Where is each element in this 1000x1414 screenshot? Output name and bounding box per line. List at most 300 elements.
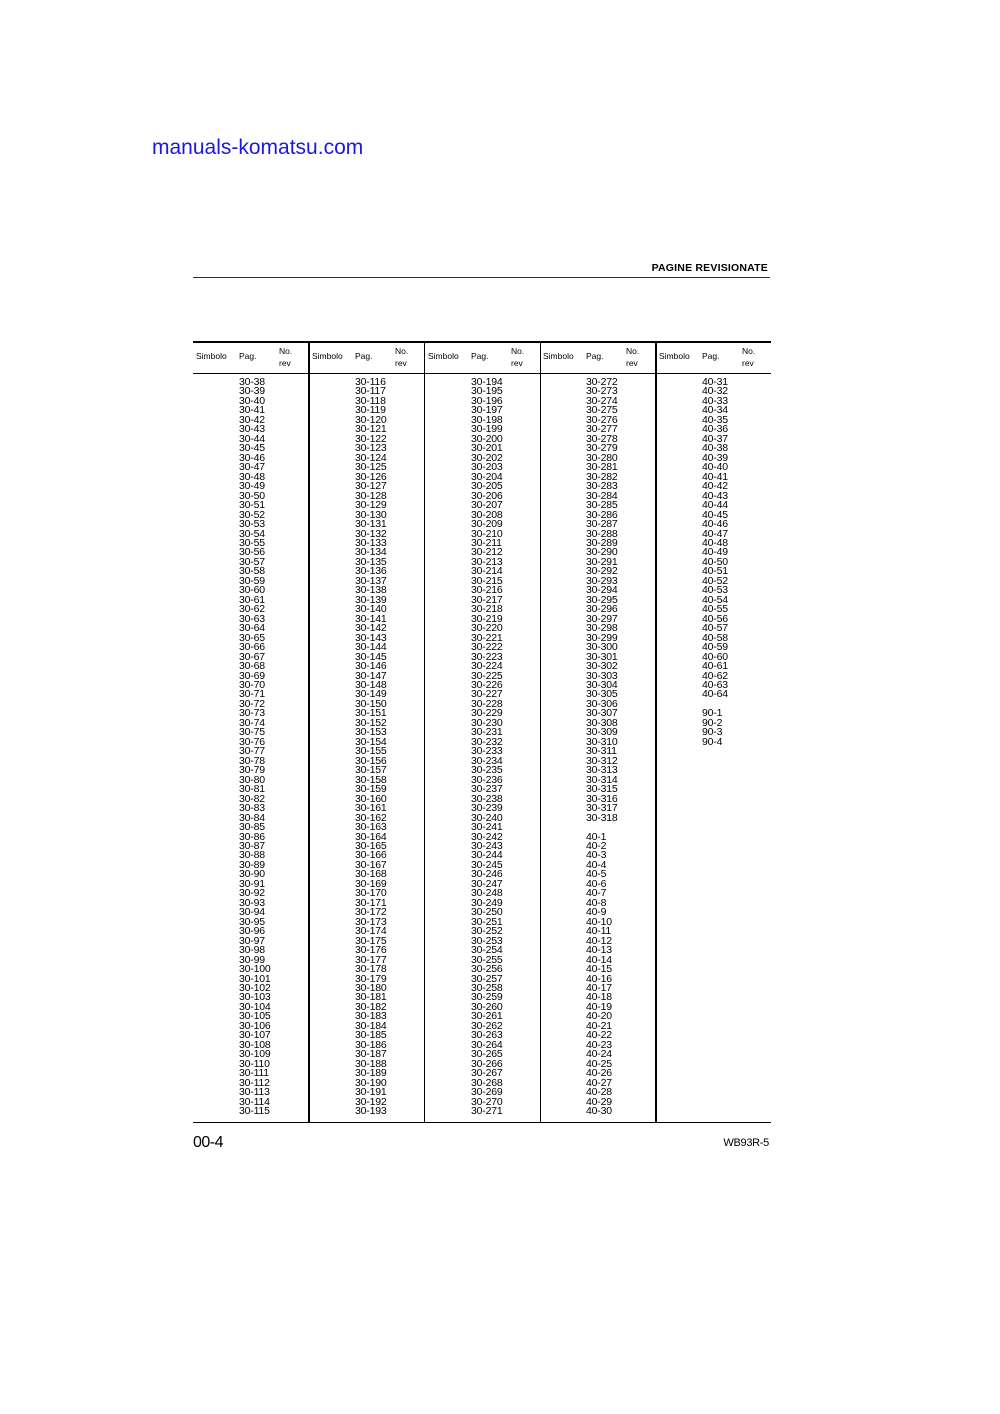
table-row: 40-24 [586, 1048, 612, 1061]
table-row: 30-232 [471, 736, 503, 748]
table-row: 30-118 [355, 395, 386, 407]
table-row: 30-237 [471, 783, 503, 795]
table-row: 40-50 [702, 556, 728, 568]
table-row: 30-59 [239, 575, 265, 587]
table-row: 30-136 [355, 565, 387, 578]
table-column-group [309, 341, 424, 1123]
table-row: 30-283 [586, 480, 618, 492]
table-row: 30-314 [586, 774, 618, 786]
table-row: 40-36 [702, 423, 728, 436]
table-row: 30-281 [586, 461, 618, 473]
table-row: 30-143 [355, 631, 387, 644]
table-row: 30-167 [355, 859, 387, 871]
table-row: 30-196 [471, 395, 503, 407]
header-pag: Pag. [702, 351, 720, 361]
table-row: 40-28 [586, 1086, 612, 1098]
table-row: 40-54 [702, 594, 728, 606]
table-row: 30-187 [355, 1048, 387, 1061]
table-row: 30-173 [355, 916, 387, 928]
table-row: 30-246 [471, 868, 503, 881]
table-row: 30-48 [239, 471, 265, 483]
table-row: 30-263 [471, 1029, 503, 1042]
table-row: 40-33 [702, 395, 728, 407]
table-row: 30-91 [239, 878, 265, 890]
table-row: 30-94 [239, 906, 265, 918]
table-row: 40-35 [702, 414, 728, 426]
table-row: 30-290 [586, 546, 618, 559]
table-row: 30-231 [471, 726, 503, 739]
table-row: 30-222 [471, 641, 503, 653]
table-row: 30-163 [355, 821, 387, 833]
header-no-rev: No. rev [742, 346, 756, 368]
table-row: 30-149 [355, 688, 387, 701]
table-row: 40-38 [702, 442, 728, 455]
table-row: 30-99 [239, 953, 265, 966]
table-row: 30-93 [239, 897, 265, 909]
table-row: 30-278 [586, 433, 618, 445]
table-row: 40-43 [702, 489, 728, 502]
table-row: 40-39 [702, 452, 728, 464]
table-row: 30-131 [355, 518, 387, 530]
table-row: 30-168 [355, 868, 387, 881]
table-row: 30-249 [471, 897, 503, 909]
table-row: 30-69 [239, 669, 265, 682]
table-row: 40-61 [702, 660, 728, 672]
table-row: 30-298 [586, 622, 618, 634]
table-row: 30-101 [239, 972, 271, 985]
table-row: 30-203 [471, 461, 503, 473]
table-row: 30-124 [355, 452, 387, 464]
table-row: 30-216 [471, 584, 503, 597]
page-list [193, 378, 308, 1117]
table-row: 30-193 [355, 1105, 387, 1117]
table-row: 30-112 [239, 1077, 270, 1089]
table-row: 30-84 [239, 811, 265, 824]
page-number: 00-4 [193, 1134, 224, 1151]
table-row: 30-142 [355, 622, 387, 634]
header-rule [193, 277, 770, 278]
table-row: 30-161 [355, 802, 387, 814]
table-row: 30-210 [471, 527, 503, 540]
table-row: 40-16 [586, 972, 612, 985]
table-row: 30-40 [239, 395, 265, 407]
model-code: WB93R-5 [723, 1137, 769, 1149]
table-row: 30-264 [471, 1039, 503, 1051]
table-row: 30-38 [239, 376, 265, 388]
table-row: 30-122 [355, 433, 387, 445]
table-row: 30-295 [586, 594, 618, 606]
table-row: 30-251 [471, 916, 503, 928]
table-row: 30-146 [355, 660, 387, 672]
table-row: 30-135 [355, 556, 387, 568]
table-row: 30-134 [355, 546, 387, 559]
table-row: 30-315 [586, 783, 618, 795]
table-row: 30-182 [355, 1001, 387, 1013]
table-row: 30-253 [471, 934, 503, 947]
table-row: 90-1 [702, 707, 723, 720]
table-row: 40-49 [702, 546, 728, 559]
table-row: 30-293 [586, 575, 618, 587]
table-row: 30-291 [586, 556, 618, 568]
table-row: 30-180 [355, 982, 387, 994]
table-row: 30-244 [471, 849, 503, 862]
table-row: 30-81 [239, 783, 265, 795]
table-row: 30-141 [355, 613, 387, 625]
table-row: 30-279 [586, 442, 618, 455]
header-no-rev: No. rev [279, 346, 293, 368]
table-row: 30-155 [355, 745, 387, 758]
table-row: 30-39 [239, 385, 265, 398]
table-row: 30-219 [471, 613, 503, 625]
table-row: 30-54 [239, 527, 265, 540]
table-row: 30-57 [239, 556, 265, 568]
table-row: 30-299 [586, 631, 618, 644]
table-row: 30-302 [586, 660, 618, 672]
table-row: 30-191 [355, 1086, 387, 1098]
table-row: 30-262 [471, 1020, 503, 1032]
table-row: 30-308 [586, 717, 618, 729]
table-row: 30-185 [355, 1029, 387, 1042]
table-row: 30-86 [239, 830, 265, 843]
table-row: 30-259 [471, 991, 503, 1004]
table-row: 40-3 [586, 849, 607, 862]
table-row: 30-209 [471, 518, 503, 530]
table-row: 30-89 [239, 859, 265, 871]
table-row: 30-113 [239, 1086, 270, 1098]
table-row: 30-234 [471, 755, 503, 767]
table-row: 30-98 [239, 944, 265, 956]
table-row: 30-192 [355, 1095, 387, 1108]
table-row: 40-48 [702, 537, 728, 549]
table-row: 30-200 [471, 433, 503, 445]
table-row: 30-285 [586, 499, 618, 511]
table-row: 40-8 [586, 897, 607, 909]
header-simbolo: Simbolo [428, 351, 459, 361]
table-row: 40-55 [702, 603, 728, 615]
table-row: 30-317 [586, 802, 618, 814]
table-row: 40-37 [702, 433, 728, 445]
table-row: 30-255 [471, 953, 503, 966]
table-row: 30-205 [471, 480, 503, 492]
table-row: 40-31 [702, 376, 728, 388]
header-no-rev: No. rev [626, 346, 640, 368]
table-row: 40-17 [586, 982, 612, 994]
table-row: 30-252 [471, 925, 503, 937]
table-row: 30-107 [239, 1029, 271, 1042]
table-row: 90-2 [702, 717, 723, 729]
table-row: 30-175 [355, 934, 387, 947]
header-no-rev: No. rev [395, 346, 409, 368]
table-row: 30-172 [355, 906, 387, 918]
table-row: 30-129 [355, 499, 387, 511]
table-row: 30-121 [355, 423, 387, 436]
table-row: 40-30 [586, 1105, 612, 1117]
table-row: 40-59 [702, 641, 728, 653]
table-row: 40-46 [702, 518, 728, 530]
table-row: 30-195 [471, 385, 503, 398]
table-row: 90-3 [702, 726, 723, 739]
table-row: 40-14 [586, 953, 612, 966]
table-row: 30-41 [239, 404, 265, 417]
table-row: 30-153 [355, 726, 387, 739]
table-row: 40-62 [702, 669, 728, 682]
table-row: 30-240 [471, 811, 503, 824]
table-row: 30-50 [239, 489, 265, 502]
table-row: 30-284 [586, 489, 618, 502]
table-row: 40-9 [586, 906, 607, 918]
column-header [425, 341, 540, 373]
table-row: 30-254 [471, 944, 503, 956]
table-row: 30-63 [239, 613, 265, 625]
header-simbolo: Simbolo [312, 351, 343, 361]
table-row: 30-190 [355, 1077, 387, 1089]
table-row: 30-171 [355, 897, 387, 909]
table-row: 30-311 [586, 745, 617, 758]
table-row: 30-51 [239, 499, 265, 511]
table-row: 30-294 [586, 584, 618, 597]
table-row: 30-140 [355, 603, 387, 615]
table-row: 30-137 [355, 575, 387, 587]
table-row: 30-258 [471, 982, 503, 994]
table-row: 30-88 [239, 849, 265, 862]
table-column-group [540, 341, 655, 1123]
table-row: 30-181 [355, 991, 387, 1004]
table-row: 30-188 [355, 1058, 387, 1070]
table-row: 30-179 [355, 972, 387, 985]
table-row: 40-20 [586, 1010, 612, 1023]
table-row: 30-312 [586, 755, 618, 767]
table-row: 40-58 [702, 631, 728, 644]
table-row: 30-316 [586, 792, 618, 805]
table-row: 30-211 [471, 537, 502, 549]
table-row: 30-96 [239, 925, 265, 937]
table-row: 40-12 [586, 934, 612, 947]
header-pag: Pag. [586, 351, 604, 361]
table-row: 30-85 [239, 821, 265, 833]
table-row: 30-78 [239, 755, 265, 767]
table-row: 30-162 [355, 811, 387, 824]
table-row: 30-106 [239, 1020, 271, 1032]
column-header [656, 341, 771, 373]
page-list [309, 378, 424, 1117]
table-row: 30-80 [239, 774, 265, 786]
table-row: 30-243 [471, 840, 503, 852]
header-pag: Pag. [471, 351, 489, 361]
table-row: 30-248 [471, 887, 503, 900]
table-row: 40-10 [586, 916, 612, 928]
table-row: 30-103 [239, 991, 271, 1004]
page-list [656, 378, 771, 747]
page-list [540, 378, 655, 1117]
table-row: 40-26 [586, 1067, 612, 1079]
table-row: 30-309 [586, 726, 618, 739]
table-row: 40-21 [586, 1020, 612, 1032]
table-row: 30-97 [239, 934, 265, 947]
table-row: 30-223 [471, 650, 503, 663]
table-row: 30-217 [471, 594, 503, 606]
table-row: 40-56 [702, 613, 728, 625]
table-row: 30-159 [355, 783, 387, 795]
table-row: 30-105 [239, 1010, 271, 1023]
table-row: 40-2 [586, 840, 607, 852]
table-row: 30-66 [239, 641, 265, 653]
table-row: 30-212 [471, 546, 503, 559]
table-row: 30-213 [471, 556, 503, 568]
table-row: 30-154 [355, 736, 387, 748]
table-row: 30-62 [239, 603, 265, 615]
table-row: 30-177 [355, 953, 387, 966]
table-row: 40-15 [586, 963, 612, 975]
table-row: 40-13 [586, 944, 612, 956]
table-row: 30-272 [586, 376, 618, 388]
table-row: 30-186 [355, 1039, 387, 1051]
table-row: 40-18 [586, 991, 612, 1004]
table-row: 30-266 [471, 1058, 503, 1070]
table-row: 30-43 [239, 423, 265, 436]
table-row: 30-157 [355, 764, 387, 776]
table-row: 30-70 [239, 679, 265, 691]
table-row: 40-34 [702, 404, 728, 417]
table-row: 30-115 [239, 1105, 270, 1117]
revised-pages-table [193, 341, 771, 1124]
table-row: 30-296 [586, 603, 618, 615]
column-header [540, 341, 655, 373]
table-row: 30-204 [471, 471, 503, 483]
table-row: 40-23 [586, 1039, 612, 1051]
table-row: 30-235 [471, 764, 503, 776]
table-row: 30-139 [355, 594, 387, 606]
table-row: 30-58 [239, 565, 265, 578]
table-row: 30-144 [355, 641, 387, 653]
table-row: 30-271 [471, 1105, 503, 1117]
table-row: 30-148 [355, 679, 387, 691]
table-row: 30-287 [586, 518, 618, 530]
table-row: 30-174 [355, 925, 387, 937]
table-row: 30-44 [239, 433, 265, 445]
table-row: 30-218 [471, 603, 503, 615]
table-row: 40-5 [586, 868, 607, 881]
table-row: 30-73 [239, 707, 265, 720]
table-row: 30-123 [355, 442, 387, 455]
table-row: 30-65 [239, 631, 265, 644]
header-no-rev: No. rev [511, 346, 525, 368]
table-row: 30-125 [355, 461, 387, 473]
table-row: 30-184 [355, 1020, 387, 1032]
table-row: 30-270 [471, 1095, 503, 1108]
table-row: 30-92 [239, 887, 265, 900]
column-header [193, 341, 308, 373]
table-column-group [193, 341, 308, 1123]
table-row: 40-7 [586, 887, 607, 900]
table-row: 30-79 [239, 764, 265, 776]
table-row: 30-166 [355, 849, 387, 862]
table-row: 30-116 [355, 376, 386, 388]
table-row: 30-277 [586, 423, 618, 436]
table-row: 30-310 [586, 736, 618, 748]
table-row: 30-67 [239, 650, 265, 663]
table-row: 30-109 [239, 1048, 271, 1061]
table-row: 30-197 [471, 404, 503, 417]
table-row: 30-114 [239, 1095, 270, 1108]
table-row: 30-61 [239, 594, 265, 606]
page-list [425, 378, 540, 1117]
watermark-link[interactable]: manuals-komatsu.com [152, 136, 364, 159]
table-row: 30-194 [471, 376, 503, 388]
table-row: 30-208 [471, 508, 503, 521]
table-row: 30-300 [586, 641, 618, 653]
table-row: 30-286 [586, 508, 618, 521]
table-row: 30-275 [586, 404, 618, 417]
table-row: 30-260 [471, 1001, 503, 1013]
table-row: 30-117 [355, 385, 386, 398]
table-row: 40-27 [586, 1077, 612, 1089]
table-row: 30-151 [355, 707, 387, 720]
table-row: 30-52 [239, 508, 265, 521]
table-row: 30-306 [586, 698, 618, 710]
table-row: 30-305 [586, 688, 618, 701]
table-row: 30-111 [239, 1067, 269, 1079]
table-row: 40-6 [586, 878, 607, 890]
table-row: 30-71 [239, 688, 265, 701]
table-row: 30-261 [471, 1010, 503, 1023]
table-row: 30-267 [471, 1067, 503, 1079]
table-row: 30-102 [239, 982, 271, 994]
table-row: 30-257 [471, 972, 503, 985]
table-row: 30-250 [471, 906, 503, 918]
table-row: 40-42 [702, 480, 728, 492]
table-row: 30-126 [355, 471, 387, 483]
table-row: 30-42 [239, 414, 265, 426]
table-row: 30-46 [239, 452, 265, 464]
table-row: 30-241 [471, 821, 503, 833]
table-row: 30-147 [355, 669, 387, 682]
table-row: 40-25 [586, 1058, 612, 1070]
table-row: 30-221 [471, 631, 503, 644]
table-row: 30-274 [586, 395, 618, 407]
table-row: 30-225 [471, 669, 503, 682]
table-row: 30-100 [239, 963, 271, 975]
table-row: 30-288 [586, 527, 618, 540]
table-row: 30-160 [355, 792, 387, 805]
table-row: 40-52 [702, 575, 728, 587]
table-row: 30-108 [239, 1039, 271, 1051]
header-simbolo: Simbolo [543, 351, 574, 361]
table-row: 30-104 [239, 1001, 271, 1013]
table-row: 30-247 [471, 878, 503, 890]
table-row: 30-45 [239, 442, 265, 455]
table-row: 30-220 [471, 622, 503, 634]
table-row: 30-64 [239, 622, 265, 634]
table-row: 40-11 [586, 925, 612, 937]
table-row: 30-214 [471, 565, 503, 578]
header-pag: Pag. [239, 351, 257, 361]
column-header [309, 341, 424, 373]
table-row: 40-60 [702, 650, 728, 663]
table-row: 30-199 [471, 423, 503, 436]
table-row: 30-202 [471, 452, 503, 464]
table-row: 30-60 [239, 584, 265, 597]
table-row: 30-87 [239, 840, 265, 852]
table-row: 30-215 [471, 575, 503, 587]
table-row: 30-47 [239, 461, 265, 473]
table-row: 30-238 [471, 792, 503, 805]
table-row: 30-228 [471, 698, 503, 710]
table-row: 30-130 [355, 508, 387, 521]
table-row: 40-63 [702, 679, 728, 691]
table-row: 30-76 [239, 736, 265, 748]
table-row: 30-138 [355, 584, 387, 597]
table-row: 30-292 [586, 565, 618, 578]
